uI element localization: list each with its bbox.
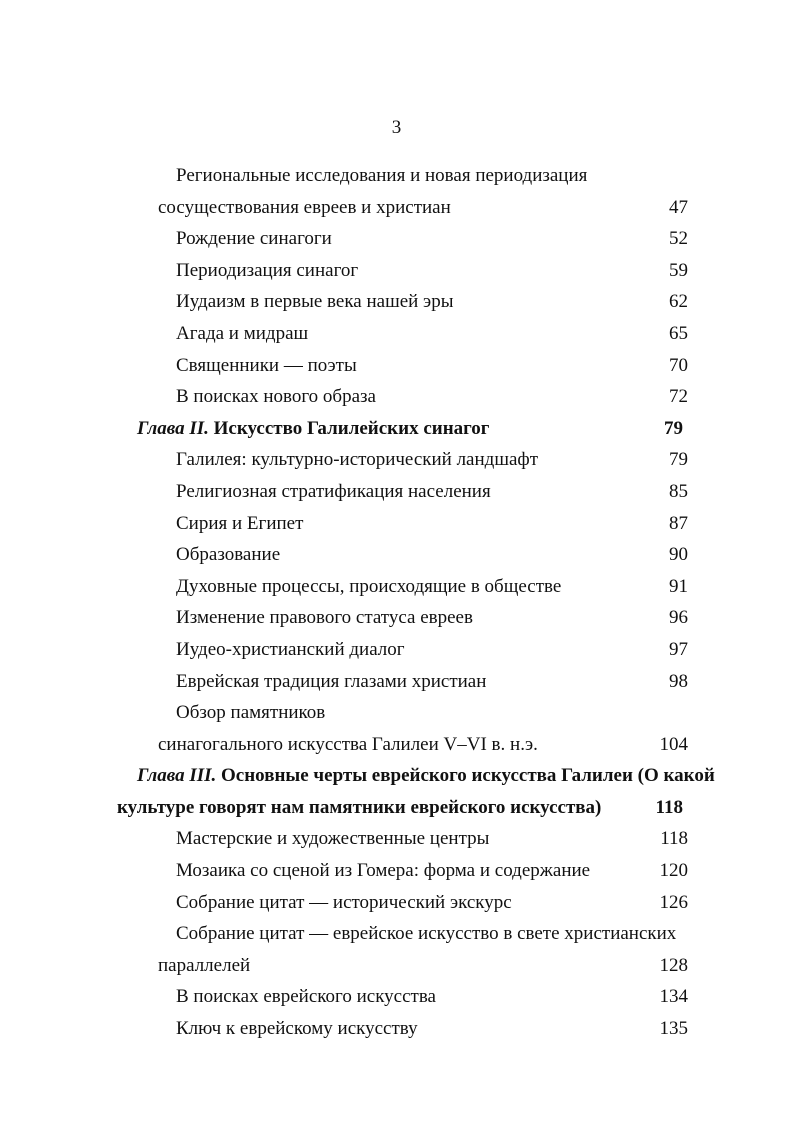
toc-entry (0, 223, 793, 255)
toc-chapter-page: 79 (664, 417, 683, 439)
toc-entry-page: 96 (669, 607, 688, 629)
toc-entry-page: 128 (659, 954, 688, 976)
toc-entry-title: Галилея: культурно-исторический ландшафт (176, 449, 539, 471)
toc-entry-page: 65 (669, 322, 688, 344)
toc-entry-title: Рождение синагоги (176, 228, 332, 250)
toc-chapter-continuation (0, 792, 793, 824)
toc-entry-page: 85 (669, 480, 688, 502)
toc-entry-page: 98 (669, 670, 688, 692)
toc-chapter-heading (137, 413, 489, 445)
toc-entry-page: 47 (669, 196, 688, 218)
toc-entry (0, 666, 793, 698)
toc-entry (0, 1013, 793, 1045)
toc-entry-title: Собрание цитат — еврейское искусство в свете христианских (176, 923, 677, 945)
toc-entry-title: Ключ к еврейскому искусству (176, 1018, 418, 1040)
toc-entry (0, 160, 793, 192)
toc-entry (0, 950, 793, 982)
toc-entry-page: 118 (660, 828, 688, 850)
toc-entry-page: 90 (669, 544, 688, 566)
toc-entry-page: 70 (669, 354, 688, 376)
toc-entry-title: Собрание цитат — исторический экскурс (176, 891, 512, 913)
toc-entry-title: В поисках еврейского искусства (176, 986, 436, 1008)
toc-entry-title: Агада и мидраш (176, 322, 309, 344)
toc-chapter (0, 760, 793, 792)
toc-entry-page: 135 (659, 1018, 688, 1040)
toc-entry (0, 318, 793, 350)
toc-entry-title: Периодизация синагог (176, 259, 359, 281)
toc-entry (0, 602, 793, 634)
toc-entry-page: 134 (659, 986, 688, 1008)
toc-entry-title: сосуществования евреев и христиан (158, 196, 451, 218)
toc-entry-page: 87 (669, 512, 688, 534)
toc-entry-title: Религиозная стратификация населения (176, 480, 491, 502)
toc-entry (0, 255, 793, 287)
toc-entry (0, 571, 793, 603)
toc-entry-title: Иудео-христианский диалог (176, 638, 405, 660)
toc-entry-title: Еврейская традиция глазами христиан (176, 670, 487, 692)
toc-entry-title: Сирия и Египет (176, 512, 304, 534)
toc-chapter-heading (137, 760, 715, 792)
toc-entry-title: Обзор памятников (176, 702, 326, 724)
toc-chapter-heading: культуре говорят нам памятники еврейского искусства) (117, 796, 602, 818)
toc-entry-page: 52 (669, 228, 688, 250)
toc-entry (0, 918, 793, 950)
toc-entry (0, 192, 793, 224)
toc-entry (0, 476, 793, 508)
toc-entry-page: 91 (669, 575, 688, 597)
toc-entry-page: 59 (669, 259, 688, 281)
toc-entry (0, 823, 793, 855)
page-number: 3 (391, 117, 402, 138)
toc-entry-page: 126 (659, 891, 688, 913)
toc-entry-page: 97 (669, 638, 688, 660)
toc-entry-title: Священники — поэты (176, 354, 357, 376)
toc-entry (0, 697, 793, 729)
toc-chapter (0, 413, 793, 445)
toc-entry-title: параллелей (158, 954, 251, 976)
toc-entry-title: В поисках нового образа (176, 386, 376, 408)
chapter-title: Основные черты еврейского искусства Галилеи (О какой (216, 765, 715, 787)
toc-entry (0, 729, 793, 761)
toc-entry-page: 120 (659, 860, 688, 882)
toc-entry-page: 72 (669, 386, 688, 408)
chapter-label: Глава II. (137, 417, 209, 439)
toc-entry (0, 634, 793, 666)
toc-entry (0, 350, 793, 382)
toc-entry-title: Изменение правового статуса евреев (176, 607, 473, 629)
chapter-label: Глава III. (137, 765, 217, 787)
toc-entry-page: 79 (669, 449, 688, 471)
toc-entry (0, 981, 793, 1013)
toc-entry (0, 381, 793, 413)
toc-entry-title: Мастерские и художественные центры (176, 828, 490, 850)
toc-entry (0, 286, 793, 318)
toc-entry-title: Иудаизм в первые века нашей эры (176, 291, 454, 313)
toc-entry-title: Образование (176, 544, 281, 566)
toc-entry-title: Мозаика со сценой из Гомера: форма и содержание (176, 860, 591, 882)
table-of-contents (0, 160, 793, 1045)
toc-entry-page: 104 (659, 733, 688, 755)
toc-entry (0, 444, 793, 476)
toc-entry (0, 508, 793, 540)
toc-entry-title: синагогального искусства Галилеи V–VI в. н.э. (158, 733, 538, 755)
toc-entry (0, 855, 793, 887)
toc-entry-page: 62 (669, 291, 688, 313)
toc-entry (0, 539, 793, 571)
chapter-title: Искусство Галилейских синагог (208, 417, 490, 439)
toc-entry (0, 887, 793, 919)
toc-entry-title: Региональные исследования и новая периодизация (176, 165, 588, 186)
toc-chapter-page: 118 (655, 796, 683, 818)
toc-entry-title: Духовные процессы, происходящие в обществе (176, 575, 562, 597)
